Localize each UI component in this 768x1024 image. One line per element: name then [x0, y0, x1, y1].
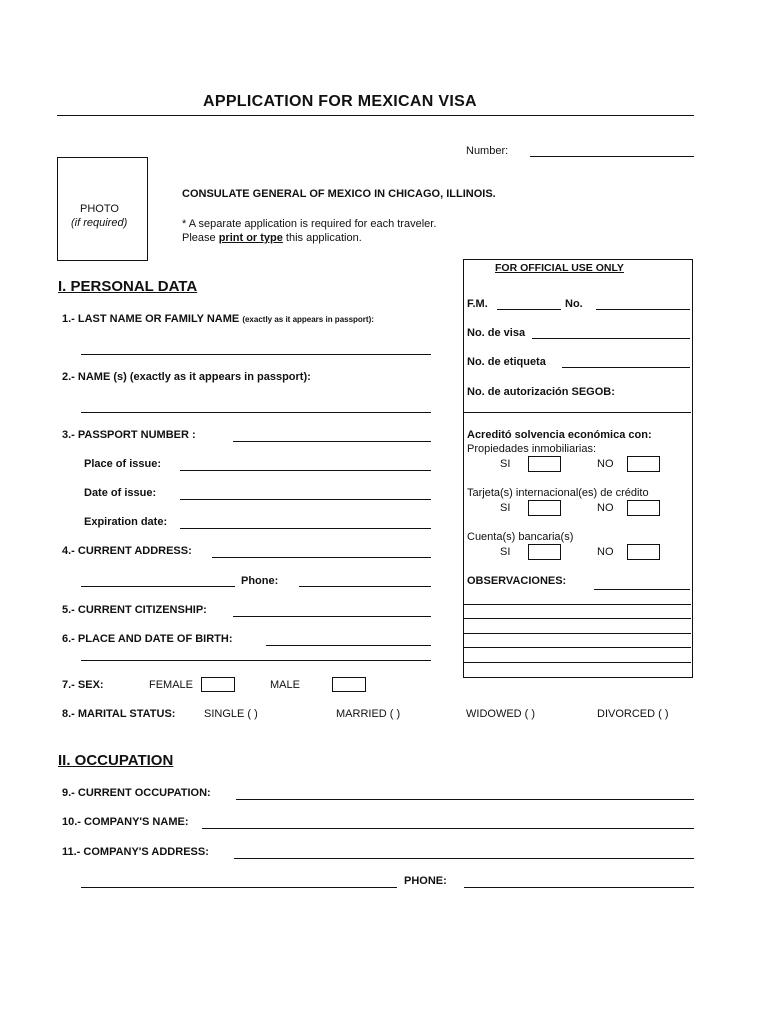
company-name-label: 10.- COMPANY'S NAME: — [62, 816, 189, 828]
sex-label: 7.- SEX: — [62, 679, 104, 691]
last-name-label — [62, 313, 374, 326]
tarjeta-label: Tarjeta(s) internacional(es) de crédito — [467, 487, 649, 499]
official-divider — [464, 412, 691, 413]
print-instruction-emphasis: print or type — [218, 232, 283, 244]
address-line-2-field[interactable] — [81, 586, 235, 587]
etiqueta-field[interactable] — [562, 367, 690, 368]
traveler-note: * A separate application is required for each traveler. — [182, 218, 437, 230]
cuenta-si-label: SI — [500, 546, 511, 558]
last-name-note: (exactly as it appears in passport): — [242, 315, 374, 324]
given-name-field[interactable] — [81, 412, 431, 413]
observaciones-label: OBSERVACIONES: — [467, 575, 567, 587]
citizenship-label: 5.- CURRENT CITIZENSHIP: — [62, 604, 207, 616]
date-of-issue-label: Date of issue: — [84, 487, 157, 499]
tarjeta-no-checkbox[interactable] — [627, 500, 660, 516]
segob-label: No. de autorización SEGOB: — [467, 386, 615, 398]
observaciones-line-3[interactable] — [464, 633, 691, 634]
passport-number-field[interactable] — [233, 441, 431, 442]
observaciones-line-5[interactable] — [464, 662, 691, 663]
print-instruction-prefix: Please — [182, 232, 219, 244]
tarjeta-si-checkbox[interactable] — [528, 500, 561, 516]
print-instruction — [182, 232, 362, 245]
occupation-field[interactable] — [236, 799, 694, 800]
propiedades-label: Propiedades inmobiliarias: — [467, 443, 597, 455]
place-of-issue-field[interactable] — [180, 470, 431, 471]
print-instruction-suffix: this application. — [282, 232, 362, 244]
official-use-header: FOR OFFICIAL USE ONLY — [495, 262, 624, 274]
occupation-label: 9.- CURRENT OCCUPATION: — [62, 787, 211, 799]
observaciones-field[interactable] — [594, 589, 690, 590]
visa-no-label: No. de visa — [467, 327, 526, 339]
photo-label: PHOTO — [80, 203, 119, 215]
birth-field[interactable] — [266, 645, 431, 646]
place-of-issue-label: Place of issue: — [84, 458, 162, 470]
no-label: No. — [565, 298, 583, 310]
marital-status-label: 8.- MARITAL STATUS: — [62, 708, 176, 720]
last-name-label-text: 1.- LAST NAME OR FAMILY NAME — [62, 313, 240, 325]
etiqueta-label: No. de etiqueta — [467, 356, 546, 368]
tarjeta-no-label: NO — [597, 502, 614, 514]
observaciones-line-2[interactable] — [464, 618, 691, 619]
cuenta-no-label: NO — [597, 546, 614, 558]
company-phone-label: PHONE: — [404, 875, 447, 887]
propiedades-no-checkbox[interactable] — [627, 456, 660, 472]
section-personal-data: I. PERSONAL DATA — [58, 278, 198, 295]
propiedades-no-label: NO — [597, 458, 614, 470]
fm-label: F.M. — [467, 298, 488, 310]
propiedades-si-label: SI — [500, 458, 511, 470]
form-title: APPLICATION FOR MEXICAN VISA — [203, 93, 477, 110]
birth-field-line-2[interactable] — [81, 660, 431, 661]
company-address-label: 11.- COMPANY'S ADDRESS: — [62, 846, 209, 858]
female-label: FEMALE — [149, 679, 194, 691]
company-name-field[interactable] — [202, 828, 694, 829]
acredito-label: Acreditó solvencia económica con: — [467, 429, 652, 441]
no-field[interactable] — [596, 309, 690, 310]
title-rule — [57, 115, 694, 116]
company-phone-field[interactable] — [464, 887, 694, 888]
tarjeta-si-label: SI — [500, 502, 511, 514]
propiedades-si-checkbox[interactable] — [528, 456, 561, 472]
phone-field[interactable] — [299, 586, 431, 587]
given-name-label: 2.- NAME (s) (exactly as it appears in passport): — [62, 371, 311, 383]
cuenta-si-checkbox[interactable] — [528, 544, 561, 560]
male-checkbox[interactable] — [332, 677, 366, 692]
number-field[interactable] — [530, 156, 694, 157]
cuenta-no-checkbox[interactable] — [627, 544, 660, 560]
photo-note: (if required) — [71, 217, 128, 229]
date-of-issue-field[interactable] — [180, 499, 431, 500]
divorced-option[interactable]: DIVORCED ( ) — [597, 708, 669, 720]
observaciones-line-1[interactable] — [464, 604, 691, 605]
number-label: Number: — [466, 145, 509, 157]
passport-number-label: 3.- PASSPORT NUMBER : — [62, 429, 196, 441]
cuenta-label: Cuenta(s) bancaria(s) — [467, 531, 574, 543]
widowed-option[interactable]: WIDOWED ( ) — [466, 708, 536, 720]
female-checkbox[interactable] — [201, 677, 235, 692]
expiration-date-field[interactable] — [180, 528, 431, 529]
fm-field[interactable] — [497, 309, 561, 310]
photo-box[interactable] — [57, 157, 148, 261]
current-address-label: 4.- CURRENT ADDRESS: — [62, 545, 192, 557]
company-address-line-2[interactable] — [81, 887, 397, 888]
citizenship-field[interactable] — [233, 616, 431, 617]
expiration-date-label: Expiration date: — [84, 516, 168, 528]
married-option[interactable]: MARRIED ( ) — [336, 708, 401, 720]
company-address-field[interactable] — [234, 858, 694, 859]
visa-no-field[interactable] — [532, 338, 690, 339]
male-label: MALE — [270, 679, 300, 691]
birth-label: 6.- PLACE AND DATE OF BIRTH: — [62, 633, 233, 645]
current-address-field[interactable] — [212, 557, 431, 558]
observaciones-line-4[interactable] — [464, 647, 691, 648]
last-name-field[interactable] — [81, 354, 431, 355]
phone-label: Phone: — [241, 575, 279, 587]
section-occupation: II. OCCUPATION — [58, 752, 174, 769]
single-option[interactable]: SINGLE ( ) — [204, 708, 258, 720]
consulate-heading: CONSULATE GENERAL OF MEXICO IN CHICAGO, ILLINOIS. — [182, 188, 496, 200]
